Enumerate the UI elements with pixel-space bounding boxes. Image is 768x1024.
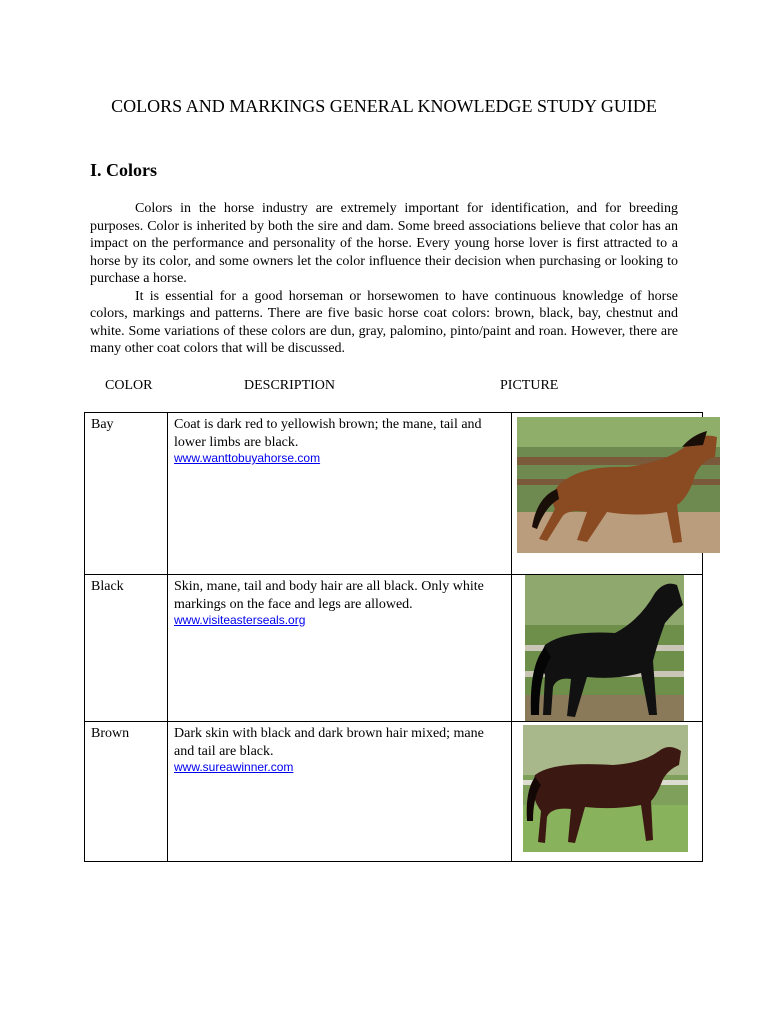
intro-text [90, 200, 678, 358]
description-text: Skin, mane, tail and body hair are all black. Only white markings on the face and legs are allowed. [174, 579, 484, 612]
source-link[interactable]: www.visiteasterseals.org [174, 613, 306, 627]
table-row [85, 575, 703, 722]
page-title: COLORS AND MARKINGS GENERAL KNOWLEDGE STUDY GUIDE [111, 96, 657, 116]
color-name-cell: Bay [85, 413, 168, 575]
picture-cell [512, 722, 703, 862]
picture-cell [512, 413, 703, 575]
paragraph-1: Colors in the horse industry are extremely important for identification, and for breeding purposes. Color is inherited by both the sire and dam. Some breed associations believe that color has an impact on the performance and personality of the horse. Every young horse lover is first attracted to a horse by its color, and some owners let the color influence their decision when purchasing or looking to purchase a horse. [90, 201, 678, 286]
paragraph-2: It is essential for a good horseman or horsewomen to have continuous knowledge of horse colors, markings and patterns. There are five basic horse coat colors: brown, black, bay, chestnut and white. Some variations of these colors are dun, gray, palomino, pinto/paint and roan. However, there are many other coat colors that will be discussed. [90, 288, 678, 356]
section-heading: I. Colors [90, 160, 157, 180]
source-link[interactable]: www.sureawinner.com [174, 760, 294, 774]
picture-cell [512, 575, 703, 722]
column-header-description: DESCRIPTION [244, 378, 336, 393]
black-horse-photo-icon [525, 575, 684, 721]
description-cell [168, 722, 512, 862]
colors-table [84, 412, 703, 862]
table-row [85, 413, 703, 575]
description-cell [168, 413, 512, 575]
table-row [85, 722, 703, 862]
color-name-cell: Black [85, 575, 168, 722]
bay-horse-photo-icon [517, 417, 720, 553]
column-header-color: COLOR [105, 378, 153, 393]
brown-horse-photo-icon [523, 725, 688, 852]
color-name-cell: Brown [85, 722, 168, 862]
description-text: Coat is dark red to yellowish brown; the mane, tail and lower limbs are black. [174, 417, 482, 450]
column-header-picture: PICTURE [500, 378, 559, 393]
source-link[interactable]: www.wanttobuyahorse.com [174, 451, 321, 465]
description-cell [168, 575, 512, 722]
description-text: Dark skin with black and dark brown hair mixed; mane and tail are black. [174, 726, 484, 759]
